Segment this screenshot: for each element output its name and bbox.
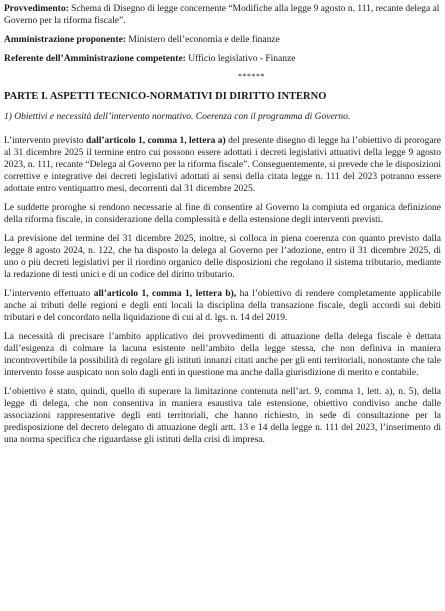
referente-text: Ufficio legislativo - Finanze — [188, 54, 296, 64]
paragraph-1-body: del presente disegno di legge ha l’obiettivo di prorogare al 31 dicembre 2025 il termine entro cui possono essere adottati i decreti legislativi attuativi della legge 9 agosto 2023, n. 111, recante “Delega al Governo per la riforma fiscale”. Conseguentemente, si prevede che le disposizioni correttive e integrative dei decreti legislativi adottati ai sensi della citata legge n. 111 del 2023 potranno essere adottate entro ventiquattro mesi, decorrenti dal 31 dicembre 2025. — [4, 136, 441, 194]
paragraph-3: La previsione del termine del 31 dicembre 2025, inoltre, si colloca in piena coerenza con quanto previsto dalla legge 8 agosto 2024, n. 122, che ha disposto la delega al Governo per l’adozione, entro il 31 dicembre 2025, di uno o più decreti legislativi per il riordino organico delle disposizioni che regolano il sistema tributario, mediante la redazione di testi unici e di un codice del diritto tributario. — [4, 234, 441, 280]
provvedimento-label: Provvedimento: — [4, 4, 69, 14]
paragraph-5: La necessità di precisare l’ambito applicativo dei provvedimenti di attuazione della delega fiscale è dettata dall’esigenza di colmare la lacuna esistente nell’ambito della legge stessa, che non definiva in maniera incontrovertibile la possibilità di regolare gli istituti innanzi citati anche per gli enti territoriali, nonostante che tale intervento fosse auspicato non solo dagli enti in questione ma anche dalla giurisdizione di merito e contabile. — [4, 332, 441, 378]
paragraph-6: L’obiettivo è stato, quindi, quello di superare la limitazione contenuta nell’art. 9, comma 1, lett. a), n. 5), della legge di delega, che non consentiva in maniera esaustiva tale estensione, obiettivo condiviso anche dalle associazioni rappresentative degli enti territoriali, che hanno richiesto, in sede di consultazione per la predisposizione del decreto delegato di attuazione degli artt. 13 e 14 della legge n. 111 del 2023, l’inserimento di una norma specifica che riguardasse gli istituti della crisi di impresa. — [4, 387, 441, 445]
paragraph-4-intro: L’intervento effettuato — [4, 289, 94, 299]
provvedimento-text: Schema di Disegno di legge concernente “Modifiche alla legge 9 agosto n. 111, recante delega al Governo per la riforma fiscale”. — [4, 4, 440, 26]
referente-line — [4, 53, 441, 65]
paragraph-4-reference: all’articolo 1, comma 1, lettera b), — [93, 289, 237, 299]
paragraph-1-intro: L’intervento previsto — [4, 136, 87, 146]
amministrazione-text: Ministero dell’economia e delle finanze — [128, 35, 280, 45]
section-title: 1) Obiettivi e necessità dell’intervento normativo. Coerenza con il programma di Governo. — [4, 112, 351, 122]
provvedimento-line — [4, 3, 441, 27]
paragraph-4-body: ha l’obiettivo di rendere completamente applicabile anche ai tributi delle regioni e degli enti locali la disciplina della transazione fiscale, degli accordi sui debiti tributari e del concordato nella liquidazione di cui al d. lgs. n. 14 del 2019. — [4, 289, 441, 323]
part-title: PARTE I. ASPETTI TECNICO-NORMATIVI DI DIRITTO INTERNO — [4, 91, 327, 102]
amministrazione-label: Amministrazione proponente: — [4, 35, 126, 45]
paragraph-1-reference: dall’articolo 1, comma 1, lettera a) — [86, 136, 226, 146]
paragraph-4 — [4, 288, 441, 324]
separator-stars: ****** — [238, 72, 265, 81]
paragraph-2: Le suddette proroghe si rendono necessarie al fine di consentire al Governo la compiuta ed organica definizione della riforma fiscale, in considerazione della complessità e della estensione degli interventi previsti. — [4, 203, 441, 225]
paragraph-1 — [4, 135, 441, 195]
amministrazione-line — [4, 34, 441, 46]
referente-label: Referente dell’Amministrazione competente: — [4, 54, 186, 64]
